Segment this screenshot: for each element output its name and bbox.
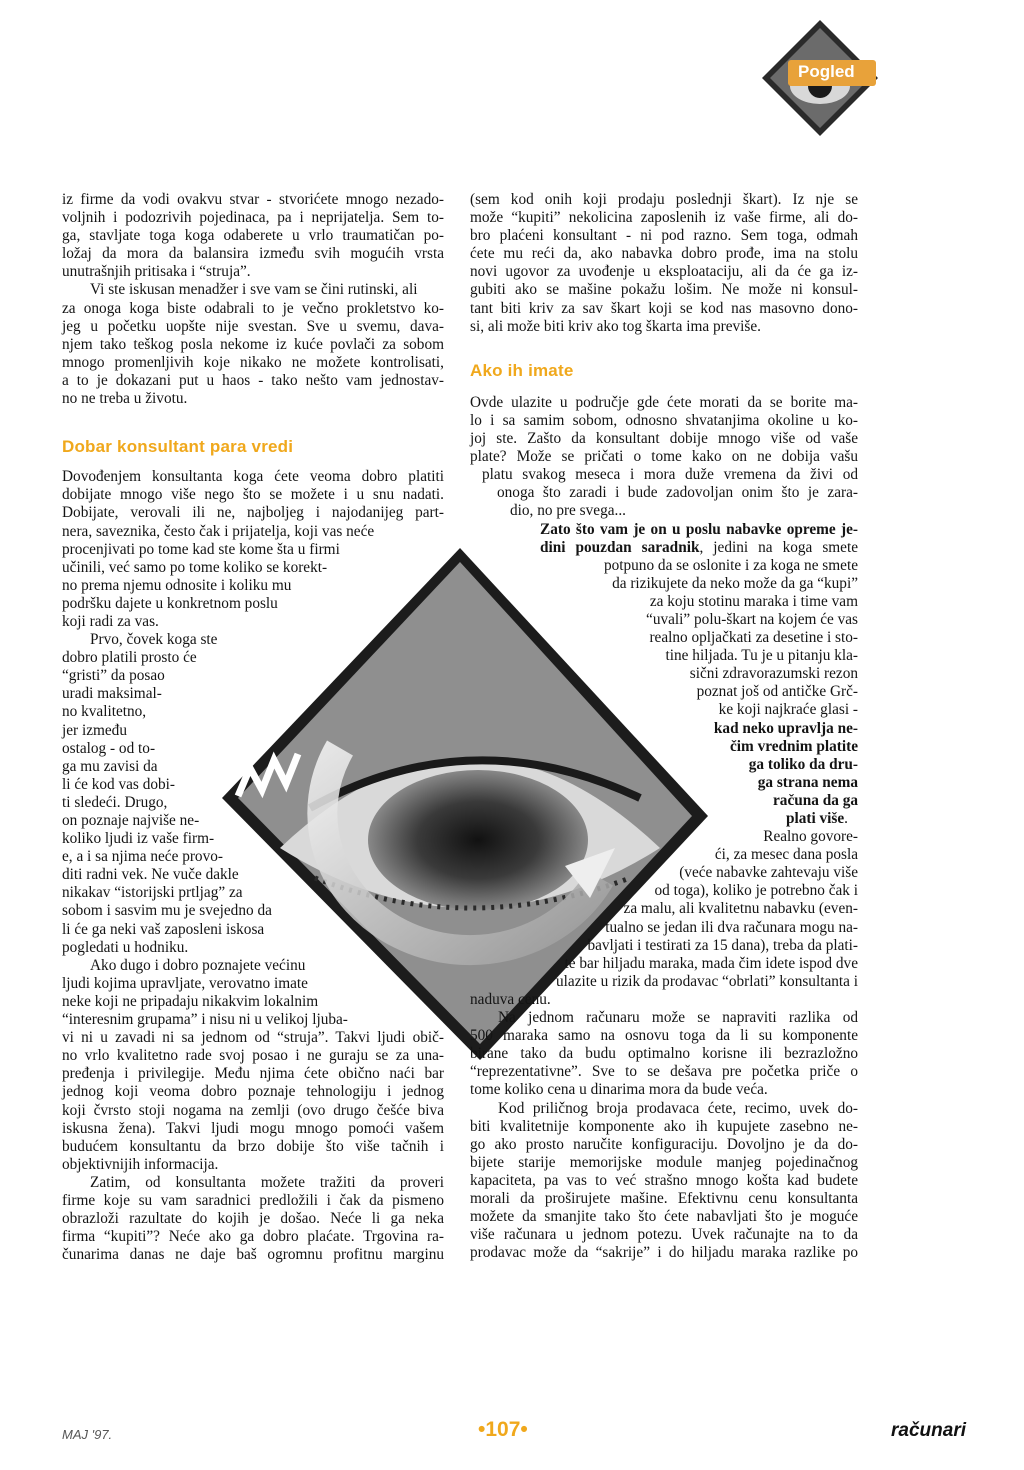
text-line: koliko ljudi iz vaše firm- [62,830,215,848]
text-line: za onoga koga biste odabrali to je večno prokletstvo ko- [62,299,444,317]
page-number-value: 107 [485,1418,521,1441]
text-line: njem tako teškog posla nekome iz kuće povlači za sobom [62,335,444,353]
text-line: Na jednom računaru može se napraviti razlika od [498,1009,858,1027]
text-line: Kod priličnog broja prodavaca ćete, recimo, uvek do- [498,1099,858,1117]
text-line: no kvalitetno, [62,703,147,721]
text-line: unutrašnjih pritisaka i “struja”. [62,263,251,281]
text-line: joj ste. Zašto da konsultant dobije mnogo više od vaše [470,430,858,448]
text-line: plate? Može se pričati o tome kako on ne dobija vašu [470,448,858,466]
text-line: naduva cenu. [470,990,551,1008]
text-line: da rizikujete da neko može da ga “kupi” [612,574,858,592]
bold-text: ga toliko da dru- [748,755,858,773]
text-line: si, ali može biti kriv ako tog škarta ima previše. [470,317,761,335]
text-line: možete da smanjite tako što ćete nabavljati što je moguće [470,1208,858,1226]
text-line: potpuno da se oslonite i za koga ne smete [603,556,858,574]
text-line: ke koji najkraće glasi - [718,701,858,719]
text-line: novi ugovor za uvođenje u eksploataciju, ali da će ga iz- [470,263,858,281]
text-line: uradi maksimal- [62,685,162,703]
text-line: firma “kupiti”? Neće ako ga dobro plaćate. Trgovina ra- [62,1228,444,1246]
text-line: 500 maraka samo na osnovu toga da li su komponente [470,1027,858,1045]
bold-text: ga strana nema [757,773,858,791]
text-line: neke koji ne pripadaju nikakvim lokalnim [62,992,319,1010]
bold-text: kad neko upravlja ne- [713,719,858,737]
text-line: onoga što zaradi i bude zadovoljan onim što je zara- [497,484,858,502]
paragraph [62,631,444,957]
section-heading: Dobar konsultant para vredi [62,437,294,457]
text-line: gubiti ako se mašine pokažu lošim. Ne može ni konsul- [470,281,858,299]
magazine-name: računari [891,1420,966,1441]
text-line: mnogo promenljivih koje nikako ne možete kontrolisati, [62,353,444,371]
text-line: Ovde ulazite u područje gde ćete morati da se borite ma- [470,393,858,411]
paragraph [470,521,858,829]
text-line: pogledati u hodniku. [62,938,189,956]
text-line: “interesnim grupama” i nisu ni u velikoj ljuba- [62,1011,348,1029]
text-line: “gristi” da posao [62,667,165,685]
text-line: koji radi za vas. [62,612,159,630]
text-line: , jedini na koga smete [699,538,859,556]
text-line: firme koje su vam saradnici predložili i čak da pismeno [62,1191,444,1209]
text-line: realno opljačkati za desetine i sto- [649,629,858,647]
text-line: nera, saveznika, često čak i prijatelja, koji vas neće [62,522,375,540]
text-line: on poznaje najviše ne- [62,812,200,829]
paragraph [62,957,444,1174]
bold-text: Zato što vam je on u poslu nabavke opreme je- [540,520,858,538]
text-line: dobijate mnogo više nego što se možete i u snu nadati. [62,486,444,504]
text-line: iz firme da vodi ovakvu stvar - stvorićete mnogo nezado- [62,191,444,208]
text-line: sični zdravorazumski rezon [689,665,858,683]
issue-date: MAJ '97. [62,1427,113,1442]
text-line: učinili, već samo po tome koliko se korekt- [62,558,328,576]
text-line: Dobijate, verovali ili ne, najboljeg i najodanijeg part- [62,504,444,522]
text-line: poznat još od antičke Grč- [696,683,858,701]
text-line: prodavac može da “sakrije” i do hiljadu maraka razlike po [470,1244,858,1262]
paragraph [470,191,858,336]
text-line: budućem konsultantu da brzo dobije što više tačnih i [62,1137,444,1155]
text-line: za koju stotinu maraka i time vam [649,592,858,610]
text-line: Vi ste iskusan menadžer i sve vam se čini rutinski, ali [90,281,418,299]
text-line: Prvo, čovek koga ste [90,631,218,649]
text-line: od toga), koliko je potrebno čak i [654,882,858,900]
page-number [478,1418,528,1442]
text-line: bavljati i testirati za 15 dana), treba da plati- [587,936,858,954]
paragraph [62,468,444,631]
text-line: bijete starije memorijske module manjeg pojedinačnog [470,1153,858,1171]
text-line: morali da proširujete mašine. Efektivnu cenu konsultanta [470,1189,858,1207]
text-line: Dovođenjem konsultanta koga ćete veoma dobro platiti [62,468,444,486]
text-line: može “kupiti” nekolicina zaposlenih iz vaše firme, ali do- [470,209,858,227]
text-line: obrazloži razultate do kojih je došao. Neće li ga neka [62,1210,444,1228]
section-heading: Ako ih imate [470,360,574,380]
text-line: tant biti kriv za sav škart koji se kod nas masovno dono- [470,299,858,317]
text-line: sobom i sasvim mu je svejedno da [62,902,272,920]
text-line: pređenja i privilegije. Među njima ćete obično naći bar [62,1065,444,1083]
text-line: ti sledeći. Drugo, [62,793,168,811]
text-line: Ako dugo i dobro poznajete većinu [90,956,306,974]
left-column [62,191,444,1264]
text-line: tine hiljada. Tu je u pitanju kla- [665,647,858,665]
text-line: “reprezentativne”. Sve to se dešava pre početka priče o [470,1063,858,1081]
text-line: tualno se jedan ili dva računara mogu na- [605,918,858,936]
text-line: lo i sa samim sobom, odnosno shvatanjima okoline u ko- [470,411,858,429]
text-line: kapaciteta, pa vas to već strašno mnogo košta kad budete [470,1171,858,1189]
text-line: Realno govore- [763,828,858,846]
text-line: li će kod vas dobi- [62,775,176,793]
text-line: podršku dajete u konkretnom poslu [62,594,278,612]
text-line: ćete mu reći da, ako nabavka dobro prođe, ima na stolu [470,245,858,263]
text-line: dio, no pre svega... [510,502,626,520]
text-line: li će ga neki vaš zaposleni iskosa [62,920,265,938]
text-line: ljudi kojima upravljate, verovatno imate [62,974,308,992]
text-line: . [844,810,848,827]
text-line: diti radni vek. Ne vuče dakle [62,866,239,884]
bold-text: čim vrednim platite [729,737,858,755]
paragraph [470,1009,858,1099]
text-line: go ako prosto naručite konfiguraciju. Dovoljno je da do- [470,1135,858,1153]
text-line: Zatim, od konsultanta možete tražiti da proveri [90,1173,444,1191]
text-line: (veće nabavke zahtevaju više [679,864,858,882]
text-line: objektivnijih informacija. [62,1155,219,1173]
bold-text: plati više [785,810,845,827]
text-line: no prema njemu odnosite i koliku mu [62,576,292,594]
text-line: dobro platili prosto će [62,649,197,667]
bold-text: dini pouzdan saradnik [540,538,700,556]
text-line: procenjivati po tome kad ste kome šta u firmi [62,540,340,558]
paragraph [62,281,444,408]
bold-text: računa da ga [773,791,858,809]
bullet-icon: • [520,1418,528,1441]
paragraph [470,394,858,521]
badge-label: Pogled [798,62,855,81]
text-line: platu svakog meseca i mora duže vremena da živi od [482,466,858,484]
text-line: više računara u jednom potezu. Uvek računajte na to da [470,1226,858,1244]
text-line: e, a i sa njima neće provo- [62,848,223,866]
paragraph [470,1100,858,1263]
text-line: a to je dokazani put u haos - tako nešto vam jednostav- [62,371,444,389]
text-line: “uvali” polu-škart na kojem će vas [646,610,858,628]
text-line: jeg u početku uopšte nije svestan. Sve u svemu, dava- [62,317,444,335]
text-line: no ne treba u životu. [62,390,188,408]
bullet-icon: • [478,1418,486,1441]
text-line: nikakav “istorijski prtljag” za [62,884,243,902]
paragraph [62,191,444,281]
right-column [470,191,858,1262]
paragraph [470,828,858,1009]
text-line: ulazite u rizik da prodavac “obrlati” konsultanta i [556,972,858,990]
section-badge [760,18,880,138]
text-line: čunarima danas ne daje baš ogromnu profitnu marginu [62,1246,444,1264]
text-line: koji čvrsto stoji nogama na zemlji (ovo drugo češće biva [62,1101,444,1119]
text-line: ga mu zavisi da [62,757,158,775]
text-line: birane tako da budu optimalno korisne ili bezrazložno [470,1045,858,1063]
text-line: tome koliko cena u dinarima mora da bude veća. [470,1081,768,1099]
text-line: ći, za mesec dana posla [714,846,858,864]
text-line: ga, stavljate toga koga odaberete u vrlo traumatičan po- [62,227,444,245]
text-line: ostalog - od to- [62,739,156,757]
text-line: jednog koji veoma dobro poznaje tehnologiju i jednog [62,1083,444,1101]
text-line: jer između [62,721,127,739]
text-line: iskusna žena). Takvi ljudi mogu mnogo pomoći vašem [62,1119,444,1137]
text-line: biti kvalitetnije komponente ako ih kupujete zasebno ne- [470,1117,858,1135]
text-line: za malu, ali kvalitetnu nabavku (even- [623,900,858,918]
text-line: no vrlo kvalitetno rade svoj posao i ne guraju se za una- [62,1047,444,1065]
paragraph [62,1174,444,1264]
text-line: (sem kod onih koji prodaju poslednji škart). Iz nje se [470,191,858,208]
text-line: te bar hiljadu maraka, mada čim idete ispod dve [564,954,858,972]
text-line: voljnih i podozrivih pojedinaca, pa i neprijatelja. Sem to- [62,209,444,227]
text-line: bro plaćeni konsultant - ni pod razno. Sem toga, odmah [470,227,858,245]
text-line: ložaj da mora da balansira između svih mogućih vrsta [62,245,444,263]
text-line: vi ni u zavadi ni sa jednom od “struja”. Takvi ljudi obič- [62,1029,444,1047]
